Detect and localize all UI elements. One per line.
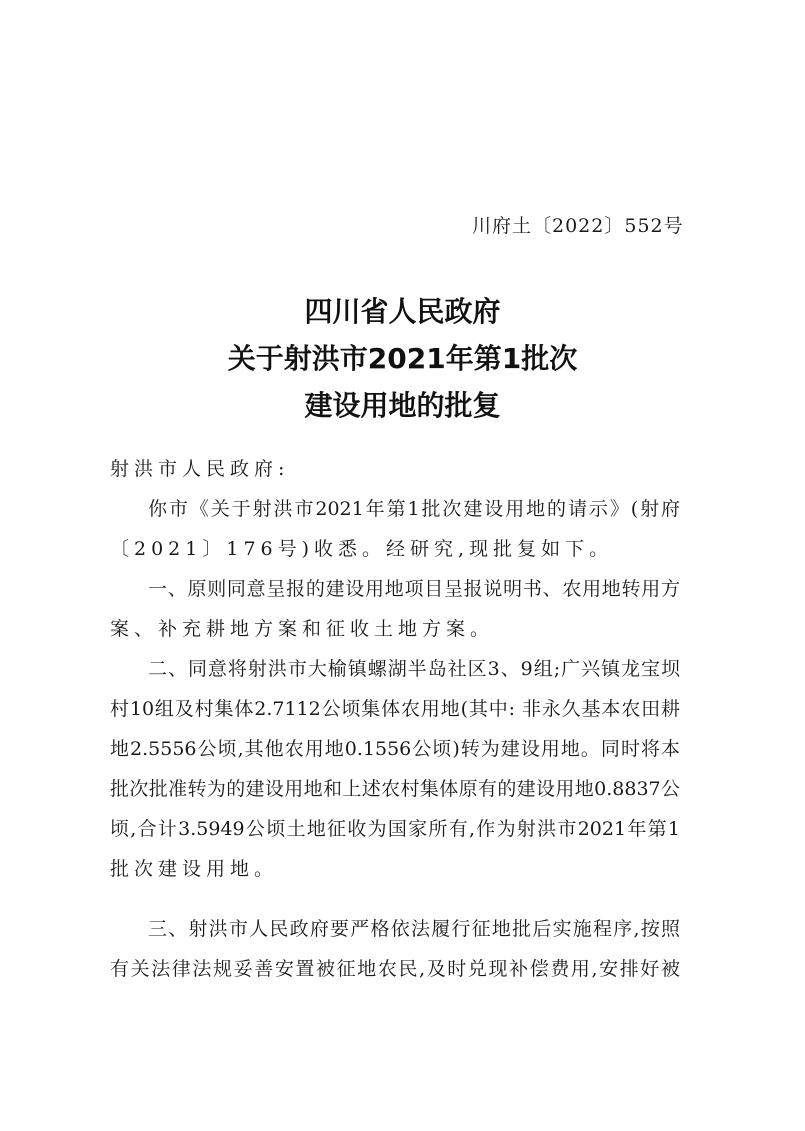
body-line: 村10组及村集体2.7112公顷集体农用地(其中: 非永久基本农田耕 <box>110 698 680 720</box>
body-line: 批次建设用地。 <box>110 858 279 880</box>
title-line-2: 关于射洪市2021年第1批次 <box>227 342 578 375</box>
document-number: 川府土〔2022〕552号 <box>472 215 684 237</box>
body-line: 你市《关于射洪市2021年第1批次建设用地的请示》(射府 <box>148 498 680 520</box>
body-line: 〔2021〕176号)收悉。经研究,现批复如下。 <box>110 538 614 560</box>
body-line: 三、射洪市人民政府要严格依法履行征地批后实施程序,按照 <box>148 918 680 940</box>
body-line: 批次批准转为的建设用地和上述农村集体原有的建设用地0.8837公 <box>110 778 680 800</box>
body-line: 一、原则同意呈报的建设用地项目呈报说明书、农用地转用方 <box>148 578 680 600</box>
body-line: 顷,合计3.5949公顷土地征收为国家所有,作为射洪市2021年第1 <box>110 818 680 840</box>
addressee: 射洪市人民政府: <box>110 458 290 480</box>
body-line: 二、同意将射洪市大榆镇螺湖半岛社区3、9组;广兴镇龙宝坝 <box>148 658 680 680</box>
body-line: 案、补充耕地方案和征收土地方案。 <box>110 618 495 640</box>
body-line: 有关法律法规妥善安置被征地农民,及时兑现补偿费用,安排好被 <box>110 958 680 980</box>
body-line: 地2.5556公顷,其他农用地0.1556公顷)转为建设用地。同时将本 <box>110 738 680 760</box>
title-line-3: 建设用地的批复 <box>304 389 501 422</box>
title-line-1: 四川省人民政府 <box>304 295 501 328</box>
